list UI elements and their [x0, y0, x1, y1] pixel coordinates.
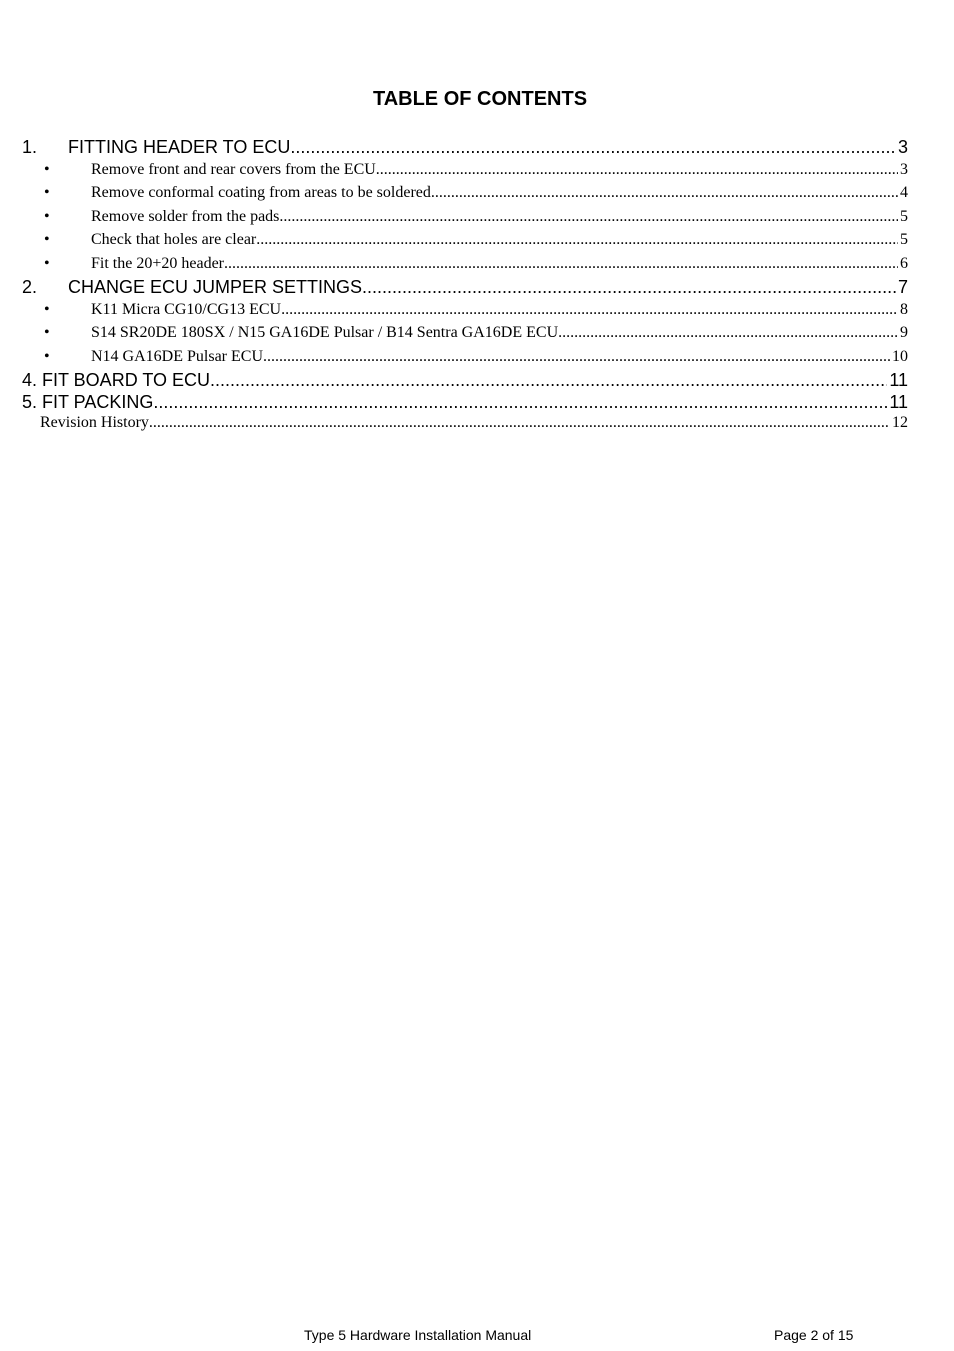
toc-entry-page: 10	[892, 348, 908, 365]
bullet-icon: •	[44, 255, 50, 272]
toc-entry[interactable]	[0, 231, 954, 249]
toc-entry-label: 5. FIT PACKING	[22, 392, 154, 412]
toc-entry-page: 11	[889, 392, 908, 412]
toc-entry-label: 4. FIT BOARD TO ECU	[22, 370, 211, 390]
toc-leader	[149, 414, 890, 432]
toc-entry-label: FITTING HEADER TO ECU	[68, 137, 291, 157]
bullet-icon: •	[44, 348, 50, 365]
toc-entry-page: 11	[889, 370, 908, 390]
bullet-icon: •	[44, 231, 50, 248]
toc-entry-label: CHANGE ECU JUMPER SETTINGS	[68, 277, 363, 297]
toc-entry[interactable]	[0, 255, 954, 273]
toc-leader	[558, 324, 898, 342]
toc-entry-label: N14 GA16DE Pulsar ECU	[91, 348, 263, 365]
toc-entry-page: 6	[900, 255, 908, 272]
toc-leader	[281, 301, 898, 319]
toc-entry[interactable]	[0, 301, 954, 319]
toc-entry[interactable]	[0, 370, 954, 391]
toc-entry[interactable]	[0, 324, 954, 342]
footer-manual-title: Type 5 Hardware Installation Manual	[304, 1327, 532, 1343]
footer-page-number: Page 2 of 15	[774, 1327, 854, 1343]
toc-entry[interactable]	[0, 414, 954, 432]
bullet-icon: •	[44, 184, 50, 201]
toc-entry[interactable]	[0, 161, 954, 179]
bullet-icon: •	[44, 301, 50, 318]
toc-entry-number: 2.	[22, 277, 38, 297]
toc-entry-label: Check that holes are clear	[91, 231, 257, 248]
toc-leader	[362, 277, 896, 298]
toc-entry-label: Remove front and rear covers from the ECU	[91, 161, 376, 178]
toc-leader	[210, 370, 887, 391]
toc-entry[interactable]	[0, 208, 954, 226]
toc-leader	[376, 161, 898, 179]
toc-entry[interactable]	[0, 184, 954, 202]
toc-leader	[431, 184, 898, 202]
toc-leader	[256, 231, 898, 249]
toc-entry-label: Remove solder from the pads	[91, 208, 280, 225]
toc-entry-label: S14 SR20DE 180SX / N15 GA16DE Pulsar / B14 Sentra GA16DE ECU	[91, 324, 559, 341]
bullet-icon: •	[44, 208, 50, 225]
toc-leader	[224, 255, 898, 273]
toc-leader	[290, 137, 896, 158]
toc-entry-page: 9	[900, 324, 908, 341]
toc-entry-page: 5	[900, 208, 908, 225]
toc-entry[interactable]	[0, 277, 954, 298]
toc-entry-label: Remove conformal coating from areas to be soldered	[91, 184, 431, 201]
toc-title: TABLE OF CONTENTS	[372, 88, 588, 110]
toc-leader	[279, 208, 898, 226]
toc-entry-label: Revision History	[40, 414, 149, 431]
bullet-icon: •	[44, 324, 50, 341]
toc-entry-page: 8	[900, 301, 908, 318]
toc-entry-page: 3	[897, 137, 908, 157]
bullet-icon: •	[44, 161, 50, 178]
toc-entry[interactable]	[0, 392, 954, 413]
toc-entry-page: 5	[900, 231, 908, 248]
toc-entry-page: 3	[900, 161, 908, 178]
toc-entry-page: 7	[897, 277, 908, 297]
toc-leader	[153, 392, 887, 413]
toc-entry[interactable]	[0, 348, 954, 366]
toc-entry[interactable]	[0, 137, 954, 158]
toc-entry-number: 1.	[22, 137, 38, 157]
toc-entry-label: K11 Micra CG10/CG13 ECU	[91, 301, 282, 318]
toc-entry-page: 4	[900, 184, 908, 201]
toc-leader	[263, 348, 890, 366]
toc-entry-label: Fit the 20+20 header	[91, 255, 224, 272]
toc-entry-page: 12	[892, 414, 908, 431]
